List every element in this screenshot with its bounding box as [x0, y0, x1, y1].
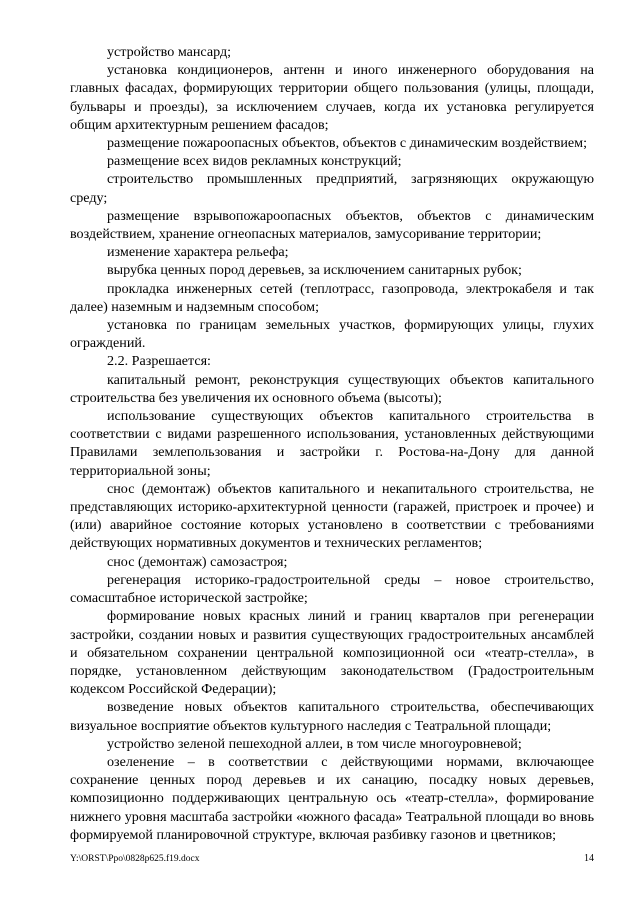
- paragraph: использование существующих объектов капитального строительства в соответствии с видами разрешенного использования, установленных действующими Правилами землепользования и застройки г. Ростова-на-Дону для данной территориальной зоны;: [70, 408, 594, 479]
- paragraph: размещение всех видов рекламных конструкций;: [107, 153, 402, 170]
- paragraph: прокладка инженерных сетей (теплотрасс, газопровода, электрокабеля и так далее) наземным и надземным способом;: [70, 280, 594, 315]
- paragraph: вырубка ценных пород деревьев, за исключением санитарных рубок;: [107, 262, 522, 279]
- paragraph: строительство промышленных предприятий, загрязняющих окружающую среду;: [70, 171, 594, 206]
- paragraph: устройство мансард;: [107, 44, 232, 60]
- paragraph: озеленение – в соответствии с действующими нормами, включающее сохранение ценных пород деревьев и их санацию, посадку новых деревьев, композиционно поддерживающих центральную ось «театр-стелла», формирование нижнего уровня масштаба застройки «южного фасада» Театральной площади во вновь формируемой планировочной структуре, включая разбивку газонов и цветников;: [70, 753, 594, 843]
- document-body: [70, 43, 594, 844]
- paragraph: размещение пожароопасных объектов, объектов с динамическим воздействием;: [107, 135, 588, 152]
- paragraph: снос (демонтаж) объектов капитального и некапитального строительства, не представляющих историко-архитектурной ценности (гаражей, пристроек и прочее) и (или) аварийное состояние которых установлено в соответствии с требованиями действующих нормативных документов и технических регламентов;: [70, 480, 594, 552]
- paragraph: установка кондиционеров, антенн и иного инженерного оборудования на главных фасадах, формирующих территории общего пользования (улицы, площади, бульвары и проезды), за исключением случаев, когда их установка регулируется общим архитектурным решением фасадов;: [70, 62, 594, 133]
- paragraph: возведение новых объектов капитального строительства, обеспечивающих визуальное восприятие объектов культурного наследия с Театральной площади;: [70, 699, 594, 734]
- page-number: 14: [584, 853, 594, 864]
- paragraph: размещение взрывопожароопасных объектов, объектов с динамическим воздействием, хранение огнеопасных материалов, замусоривание территории;: [70, 207, 594, 243]
- paragraph: установка по границам земельных участков, формирующих улицы, глухих ограждений.: [70, 317, 594, 352]
- file-path: Y:\ORST\Ppo\0828p625.f19.docx: [70, 854, 200, 864]
- section-heading: 2.2. Разрешается:: [107, 353, 211, 370]
- paragraph: устройство зеленой пешеходной аллеи, в том числе многоуровневой;: [107, 735, 522, 752]
- paragraph: регенерация историко-градостроительной среды – новое строительство, сомасштабное исторической застройке;: [70, 571, 594, 607]
- paragraph: снос (демонтаж) самозастроя;: [107, 553, 288, 570]
- paragraph: формирование новых красных линий и границ кварталов при регенерации застройки, создании новых и развития существующих градостроительных ансамблей и обязательном сохранении центральной композиционной оси «театр-стелла», в порядке, установленном действующим законодательством (Градостроительным кодексом Российской Федерации);: [70, 608, 594, 698]
- page-footer: [70, 852, 594, 866]
- paragraph: капитальный ремонт, реконструкция существующих объектов капитального строительства без увеличения их основного объема (высоты);: [70, 371, 594, 406]
- paragraph: изменение характера рельефа;: [107, 244, 289, 261]
